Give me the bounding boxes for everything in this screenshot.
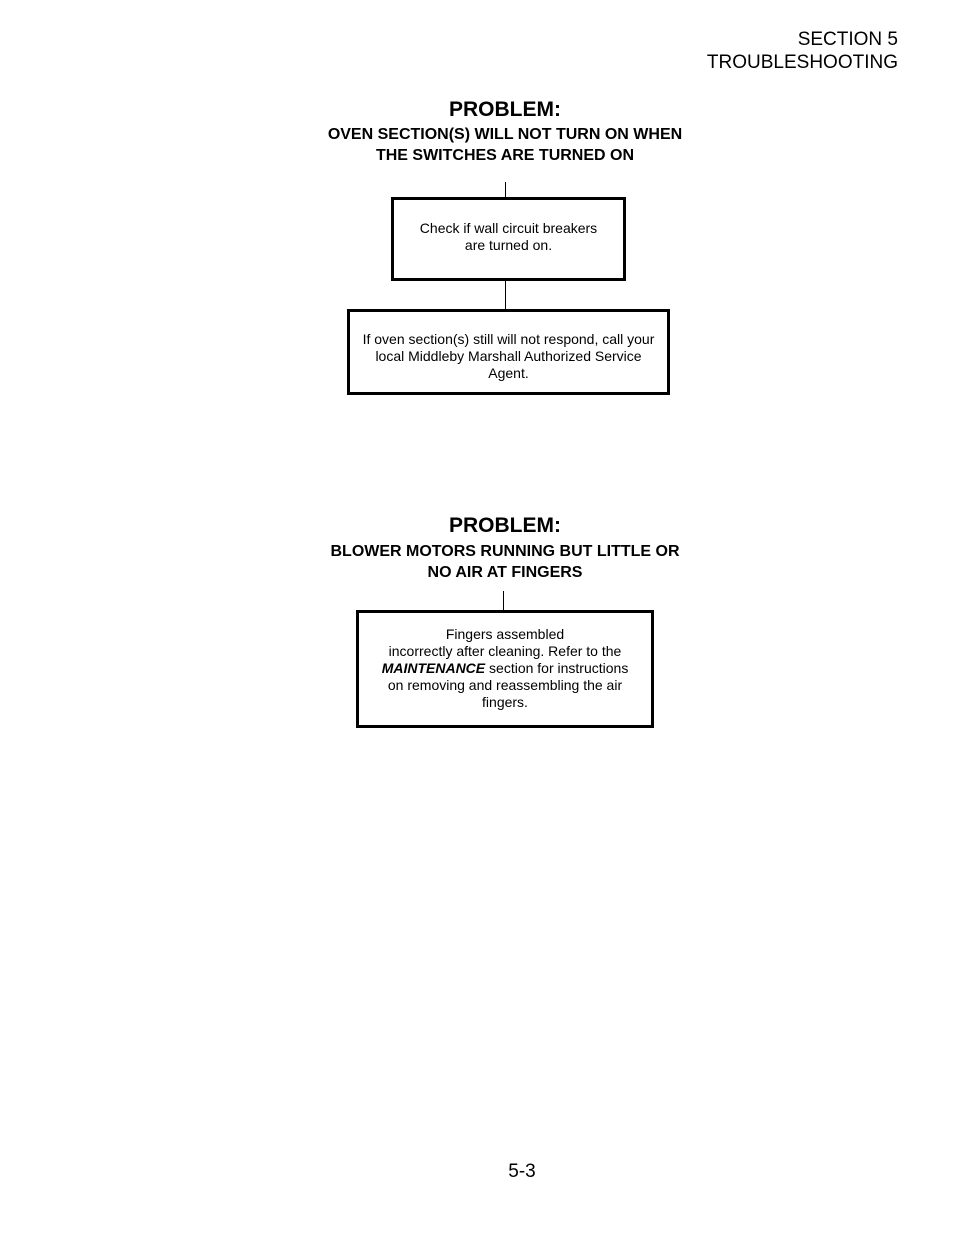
- page-number: 5-3: [508, 1161, 536, 1182]
- problem-1-description: [0, 124, 954, 166]
- step-text-line: incorrectly after cleaning. Refer to the: [388, 643, 622, 659]
- problem-2-label: PROBLEM:: [449, 514, 561, 537]
- section-number: SECTION 5: [797, 29, 898, 50]
- step-text-line: [359, 660, 651, 677]
- step-text-line: local Middleby Marshall Authorized Service: [375, 348, 642, 364]
- section-title: TROUBLESHOOTING: [706, 52, 898, 73]
- step-text-fragment: section for instructions: [485, 660, 629, 676]
- step-text-line: If oven section(s) still will not respond, call your: [362, 331, 655, 347]
- problem-1-step-1-box: [391, 197, 626, 281]
- problem-2-description-line-2: NO AIR AT FINGERS: [427, 564, 583, 581]
- flow-connector: [505, 182, 506, 198]
- problem-1-description-line-1: OVEN SECTION(S) WILL NOT TURN ON WHEN: [327, 126, 683, 143]
- step-text-line: fingers.: [482, 694, 528, 710]
- problem-1-label: PROBLEM:: [449, 98, 561, 121]
- problem-2-step-1-box: [356, 610, 654, 728]
- step-text-line: are turned on.: [464, 237, 553, 253]
- step-text-line: Fingers assembled: [445, 626, 565, 642]
- problem-1-description-line-2: THE SWITCHES ARE TURNED ON: [375, 147, 635, 164]
- problem-2-description: [0, 541, 954, 583]
- flow-connector: [503, 591, 504, 611]
- maintenance-reference: MAINTENANCE: [381, 660, 486, 676]
- problem-2-description-line-1: BLOWER MOTORS RUNNING BUT LITTLE OR: [330, 543, 680, 560]
- flow-connector: [505, 281, 506, 310]
- step-text-line: on removing and reassembling the air: [387, 677, 623, 693]
- step-text-line: Check if wall circuit breakers: [419, 220, 598, 236]
- section-header: [707, 28, 898, 74]
- step-text-line: Agent.: [488, 365, 529, 381]
- problem-1-step-2-box: [347, 309, 670, 395]
